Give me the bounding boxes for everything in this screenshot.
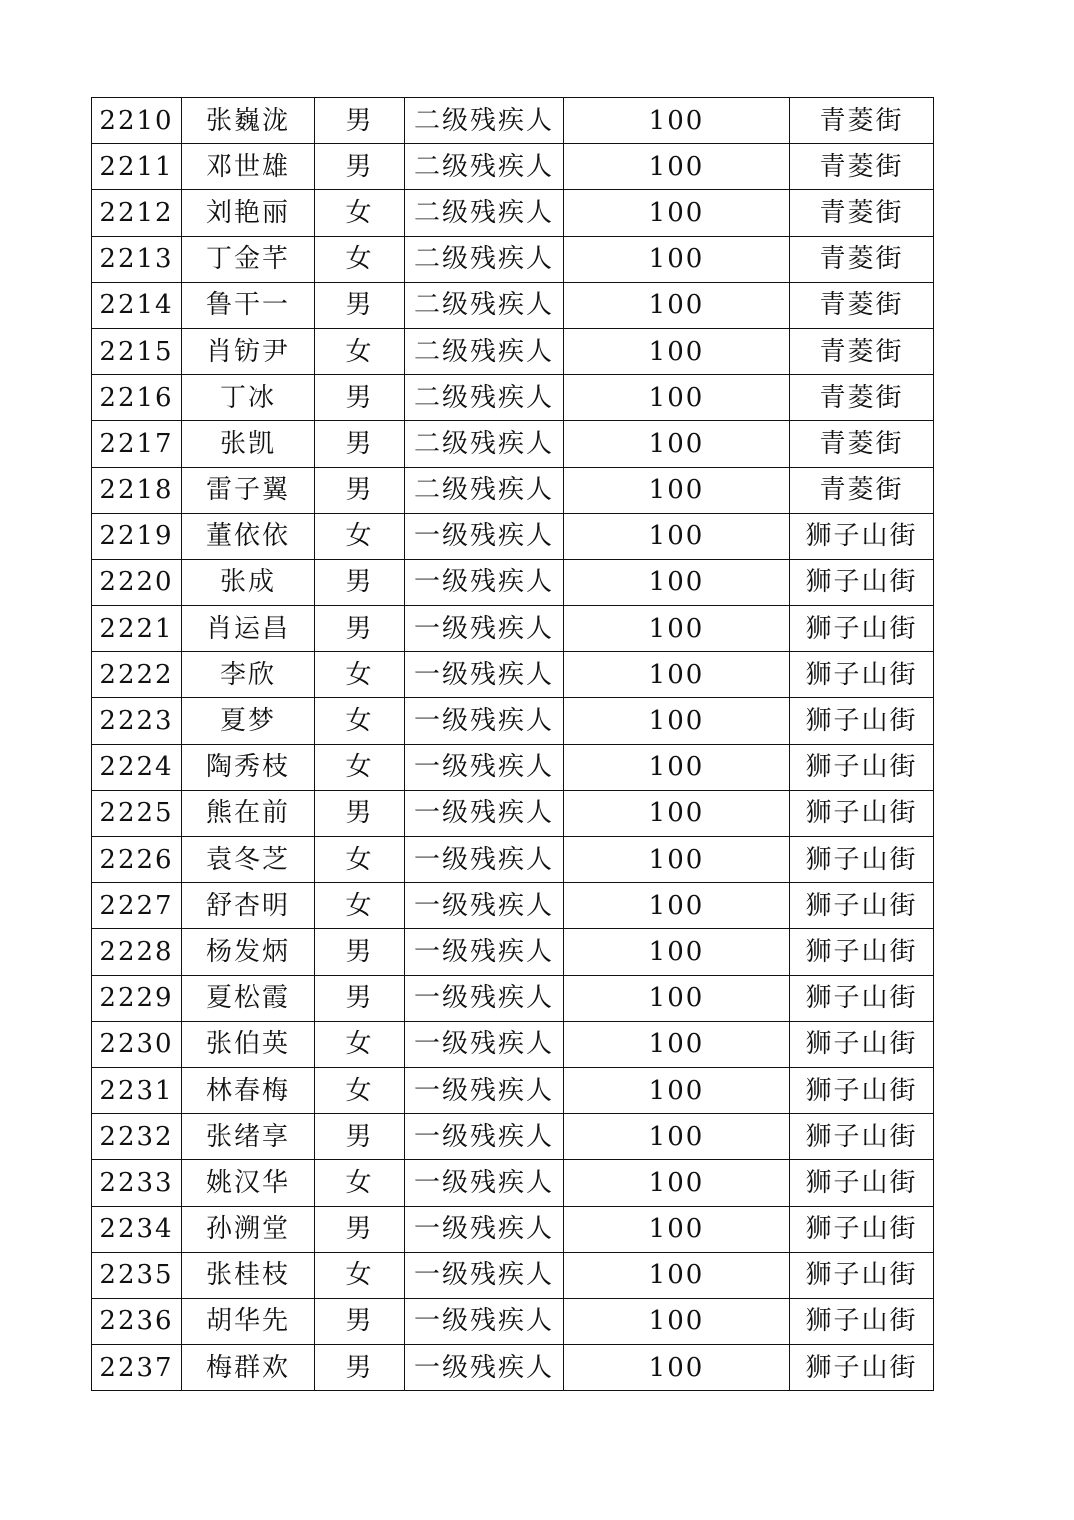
street-cell: 狮子山街 xyxy=(790,698,934,744)
sex-cell: 女 xyxy=(315,837,405,883)
table-row xyxy=(92,1114,934,1160)
serial-number-cell: 2212 xyxy=(92,190,182,236)
amount-cell: 100 xyxy=(564,144,790,190)
table-row xyxy=(92,1206,934,1252)
serial-number-cell: 2224 xyxy=(92,744,182,790)
name-cell: 姚汉华 xyxy=(182,1160,315,1206)
table-row xyxy=(92,837,934,883)
serial-number-cell: 2235 xyxy=(92,1252,182,1298)
table-row xyxy=(92,1160,934,1206)
name-cell: 张成 xyxy=(182,559,315,605)
street-cell: 狮子山街 xyxy=(790,606,934,652)
sex-cell: 女 xyxy=(315,744,405,790)
table-row xyxy=(92,1067,934,1113)
street-cell: 狮子山街 xyxy=(790,513,934,559)
disability-level-cell: 二级残疾人 xyxy=(405,98,564,144)
serial-number-cell: 2226 xyxy=(92,837,182,883)
sex-cell: 女 xyxy=(315,236,405,282)
serial-number-cell: 2210 xyxy=(92,98,182,144)
disability-level-cell: 二级残疾人 xyxy=(405,328,564,374)
sex-cell: 男 xyxy=(315,1114,405,1160)
serial-number-cell: 2213 xyxy=(92,236,182,282)
amount-cell: 100 xyxy=(564,652,790,698)
name-cell: 刘艳丽 xyxy=(182,190,315,236)
sex-cell: 男 xyxy=(315,282,405,328)
amount-cell: 100 xyxy=(564,1067,790,1113)
sex-cell: 男 xyxy=(315,606,405,652)
street-cell: 狮子山街 xyxy=(790,744,934,790)
sex-cell: 女 xyxy=(315,1160,405,1206)
name-cell: 鲁干一 xyxy=(182,282,315,328)
disability-level-cell: 一级残疾人 xyxy=(405,1021,564,1067)
sex-cell: 男 xyxy=(315,421,405,467)
disability-level-cell: 一级残疾人 xyxy=(405,1206,564,1252)
disability-level-cell: 二级残疾人 xyxy=(405,144,564,190)
serial-number-cell: 2214 xyxy=(92,282,182,328)
disability-level-cell: 二级残疾人 xyxy=(405,190,564,236)
serial-number-cell: 2216 xyxy=(92,375,182,421)
table-row xyxy=(92,883,934,929)
sex-cell: 女 xyxy=(315,328,405,374)
table-row xyxy=(92,1298,934,1344)
amount-cell: 100 xyxy=(564,375,790,421)
amount-cell: 100 xyxy=(564,1252,790,1298)
serial-number-cell: 2231 xyxy=(92,1067,182,1113)
serial-number-cell: 2215 xyxy=(92,328,182,374)
sex-cell: 男 xyxy=(315,1206,405,1252)
sex-cell: 女 xyxy=(315,513,405,559)
name-cell: 李欣 xyxy=(182,652,315,698)
serial-number-cell: 2234 xyxy=(92,1206,182,1252)
name-cell: 熊在前 xyxy=(182,790,315,836)
name-cell: 舒杏明 xyxy=(182,883,315,929)
street-cell: 狮子山街 xyxy=(790,559,934,605)
street-cell: 青菱街 xyxy=(790,375,934,421)
disability-level-cell: 二级残疾人 xyxy=(405,467,564,513)
street-cell: 青菱街 xyxy=(790,190,934,236)
street-cell: 狮子山街 xyxy=(790,1067,934,1113)
table-row xyxy=(92,375,934,421)
name-cell: 肖钫尹 xyxy=(182,328,315,374)
amount-cell: 100 xyxy=(564,513,790,559)
name-cell: 夏松霞 xyxy=(182,975,315,1021)
disability-level-cell: 一级残疾人 xyxy=(405,606,564,652)
amount-cell: 100 xyxy=(564,1206,790,1252)
name-cell: 胡华先 xyxy=(182,1298,315,1344)
sex-cell: 女 xyxy=(315,652,405,698)
name-cell: 梅群欢 xyxy=(182,1345,315,1391)
street-cell: 青菱街 xyxy=(790,328,934,374)
table-row xyxy=(92,421,934,467)
street-cell: 青菱街 xyxy=(790,98,934,144)
disability-level-cell: 二级残疾人 xyxy=(405,421,564,467)
sex-cell: 男 xyxy=(315,790,405,836)
table-row xyxy=(92,328,934,374)
amount-cell: 100 xyxy=(564,236,790,282)
amount-cell: 100 xyxy=(564,98,790,144)
name-cell: 林春梅 xyxy=(182,1067,315,1113)
roster-table xyxy=(91,97,934,1391)
street-cell: 狮子山街 xyxy=(790,1160,934,1206)
sex-cell: 男 xyxy=(315,144,405,190)
table-row xyxy=(92,606,934,652)
amount-cell: 100 xyxy=(564,929,790,975)
disability-level-cell: 一级残疾人 xyxy=(405,698,564,744)
street-cell: 青菱街 xyxy=(790,467,934,513)
disability-level-cell: 一级残疾人 xyxy=(405,1298,564,1344)
disability-level-cell: 一级残疾人 xyxy=(405,513,564,559)
street-cell: 狮子山街 xyxy=(790,975,934,1021)
amount-cell: 100 xyxy=(564,559,790,605)
disability-level-cell: 一级残疾人 xyxy=(405,975,564,1021)
disability-level-cell: 一级残疾人 xyxy=(405,883,564,929)
sex-cell: 男 xyxy=(315,1298,405,1344)
street-cell: 狮子山街 xyxy=(790,790,934,836)
table-row xyxy=(92,190,934,236)
table-row xyxy=(92,790,934,836)
serial-number-cell: 2225 xyxy=(92,790,182,836)
disability-level-cell: 一级残疾人 xyxy=(405,929,564,975)
amount-cell: 100 xyxy=(564,467,790,513)
amount-cell: 100 xyxy=(564,975,790,1021)
disability-level-cell: 一级残疾人 xyxy=(405,1067,564,1113)
street-cell: 青菱街 xyxy=(790,282,934,328)
amount-cell: 100 xyxy=(564,790,790,836)
disability-level-cell: 一级残疾人 xyxy=(405,1114,564,1160)
street-cell: 狮子山街 xyxy=(790,883,934,929)
street-cell: 狮子山街 xyxy=(790,1021,934,1067)
amount-cell: 100 xyxy=(564,1160,790,1206)
table-row xyxy=(92,467,934,513)
table-row xyxy=(92,282,934,328)
table-row xyxy=(92,1021,934,1067)
disability-level-cell: 二级残疾人 xyxy=(405,236,564,282)
disability-level-cell: 一级残疾人 xyxy=(405,790,564,836)
serial-number-cell: 2230 xyxy=(92,1021,182,1067)
name-cell: 董依依 xyxy=(182,513,315,559)
street-cell: 狮子山街 xyxy=(790,1252,934,1298)
serial-number-cell: 2227 xyxy=(92,883,182,929)
serial-number-cell: 2221 xyxy=(92,606,182,652)
name-cell: 丁金芊 xyxy=(182,236,315,282)
name-cell: 杨发炳 xyxy=(182,929,315,975)
amount-cell: 100 xyxy=(564,1114,790,1160)
amount-cell: 100 xyxy=(564,190,790,236)
name-cell: 夏梦 xyxy=(182,698,315,744)
name-cell: 袁冬芝 xyxy=(182,837,315,883)
sex-cell: 女 xyxy=(315,1021,405,1067)
sex-cell: 男 xyxy=(315,559,405,605)
serial-number-cell: 2211 xyxy=(92,144,182,190)
street-cell: 青菱街 xyxy=(790,236,934,282)
sex-cell: 女 xyxy=(315,883,405,929)
table-row xyxy=(92,975,934,1021)
amount-cell: 100 xyxy=(564,282,790,328)
street-cell: 狮子山街 xyxy=(790,837,934,883)
table-row xyxy=(92,236,934,282)
name-cell: 雷子翼 xyxy=(182,467,315,513)
table-row xyxy=(92,98,934,144)
name-cell: 张桂枝 xyxy=(182,1252,315,1298)
disability-level-cell: 一级残疾人 xyxy=(405,652,564,698)
table-row xyxy=(92,144,934,190)
disability-level-cell: 一级残疾人 xyxy=(405,1345,564,1391)
amount-cell: 100 xyxy=(564,698,790,744)
amount-cell: 100 xyxy=(564,883,790,929)
serial-number-cell: 2223 xyxy=(92,698,182,744)
table-row xyxy=(92,929,934,975)
amount-cell: 100 xyxy=(564,744,790,790)
serial-number-cell: 2232 xyxy=(92,1114,182,1160)
amount-cell: 100 xyxy=(564,837,790,883)
amount-cell: 100 xyxy=(564,1021,790,1067)
street-cell: 青菱街 xyxy=(790,144,934,190)
amount-cell: 100 xyxy=(564,328,790,374)
table-row xyxy=(92,1345,934,1391)
serial-number-cell: 2220 xyxy=(92,559,182,605)
amount-cell: 100 xyxy=(564,421,790,467)
amount-cell: 100 xyxy=(564,1298,790,1344)
serial-number-cell: 2228 xyxy=(92,929,182,975)
street-cell: 狮子山街 xyxy=(790,652,934,698)
sex-cell: 男 xyxy=(315,467,405,513)
table-row xyxy=(92,698,934,744)
name-cell: 孙溯堂 xyxy=(182,1206,315,1252)
table-row xyxy=(92,744,934,790)
disability-level-cell: 一级残疾人 xyxy=(405,1252,564,1298)
disability-level-cell: 二级残疾人 xyxy=(405,375,564,421)
serial-number-cell: 2233 xyxy=(92,1160,182,1206)
disability-level-cell: 一级残疾人 xyxy=(405,559,564,605)
roster-table-body xyxy=(92,98,934,1391)
name-cell: 邓世雄 xyxy=(182,144,315,190)
street-cell: 狮子山街 xyxy=(790,929,934,975)
sex-cell: 男 xyxy=(315,1345,405,1391)
serial-number-cell: 2222 xyxy=(92,652,182,698)
street-cell: 青菱街 xyxy=(790,421,934,467)
sex-cell: 女 xyxy=(315,190,405,236)
sex-cell: 女 xyxy=(315,1252,405,1298)
table-row xyxy=(92,1252,934,1298)
disability-level-cell: 一级残疾人 xyxy=(405,744,564,790)
name-cell: 陶秀枝 xyxy=(182,744,315,790)
name-cell: 张凯 xyxy=(182,421,315,467)
serial-number-cell: 2236 xyxy=(92,1298,182,1344)
serial-number-cell: 2219 xyxy=(92,513,182,559)
name-cell: 张巍泷 xyxy=(182,98,315,144)
sex-cell: 女 xyxy=(315,1067,405,1113)
disability-level-cell: 一级残疾人 xyxy=(405,837,564,883)
serial-number-cell: 2237 xyxy=(92,1345,182,1391)
serial-number-cell: 2229 xyxy=(92,975,182,1021)
amount-cell: 100 xyxy=(564,606,790,652)
disability-level-cell: 二级残疾人 xyxy=(405,282,564,328)
sex-cell: 男 xyxy=(315,929,405,975)
serial-number-cell: 2217 xyxy=(92,421,182,467)
sex-cell: 女 xyxy=(315,698,405,744)
name-cell: 丁冰 xyxy=(182,375,315,421)
sex-cell: 男 xyxy=(315,98,405,144)
name-cell: 肖运昌 xyxy=(182,606,315,652)
name-cell: 张伯英 xyxy=(182,1021,315,1067)
sex-cell: 男 xyxy=(315,975,405,1021)
name-cell: 张绪享 xyxy=(182,1114,315,1160)
street-cell: 狮子山街 xyxy=(790,1114,934,1160)
street-cell: 狮子山街 xyxy=(790,1298,934,1344)
table-row xyxy=(92,513,934,559)
table-row xyxy=(92,652,934,698)
street-cell: 狮子山街 xyxy=(790,1345,934,1391)
amount-cell: 100 xyxy=(564,1345,790,1391)
serial-number-cell: 2218 xyxy=(92,467,182,513)
disability-level-cell: 一级残疾人 xyxy=(405,1160,564,1206)
sex-cell: 男 xyxy=(315,375,405,421)
street-cell: 狮子山街 xyxy=(790,1206,934,1252)
table-row xyxy=(92,559,934,605)
